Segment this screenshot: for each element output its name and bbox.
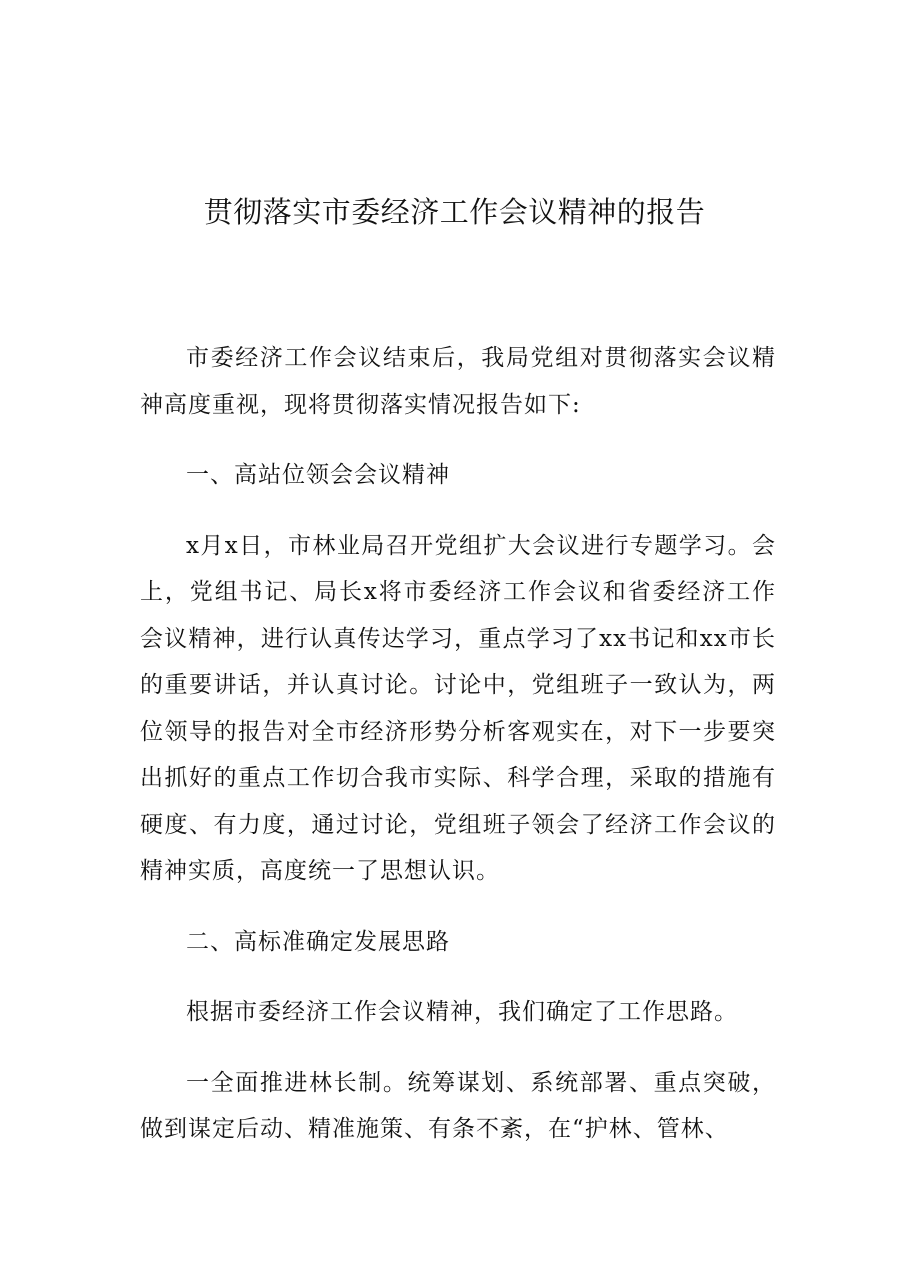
document-title: 贯彻落实市委经济工作会议精神的报告 — [203, 195, 706, 229]
document-body — [140, 335, 776, 1153]
section-2-item-paragraph: 一全面推进林长制。统筹谋划、系统部署、重点突破，做到谋定后动、精准施策、有条不紊，在“护林、管林、 — [140, 1069, 776, 1142]
intro-paragraph: 市委经济工作会议结束后，我局党组对贯彻落实会议精神高度重视，现将贯彻落实情况报告如下: — [140, 345, 776, 418]
section-1-paragraph: x月x日，市林业局召开党组扩大会议进行专题学习。会上，党组书记、局长x将市委经济工作会议和省委经济工作会议精神，进行认真传达学习，重点学习了xx书记和xx市长的重要讲话，并认真讨论。讨论中，党组班子一致认为，两位领导的报告对全市经济形势分析客观实在，对下一步要突出抓好的重点工作切合我市实际、科学合理，采取的措施有硬度、有力度，通过讨论，党组班子领会了经济工作会议的精神实质，高度统一了思想认识。 — [140, 532, 776, 884]
section-heading-1: 一、高站位领会会议精神 — [186, 462, 450, 488]
section-2-paragraph: 根据市委经济工作会议精神，我们确定了工作思路。 — [186, 999, 738, 1025]
section-heading-2: 二、高标准确定发展思路 — [186, 928, 450, 955]
